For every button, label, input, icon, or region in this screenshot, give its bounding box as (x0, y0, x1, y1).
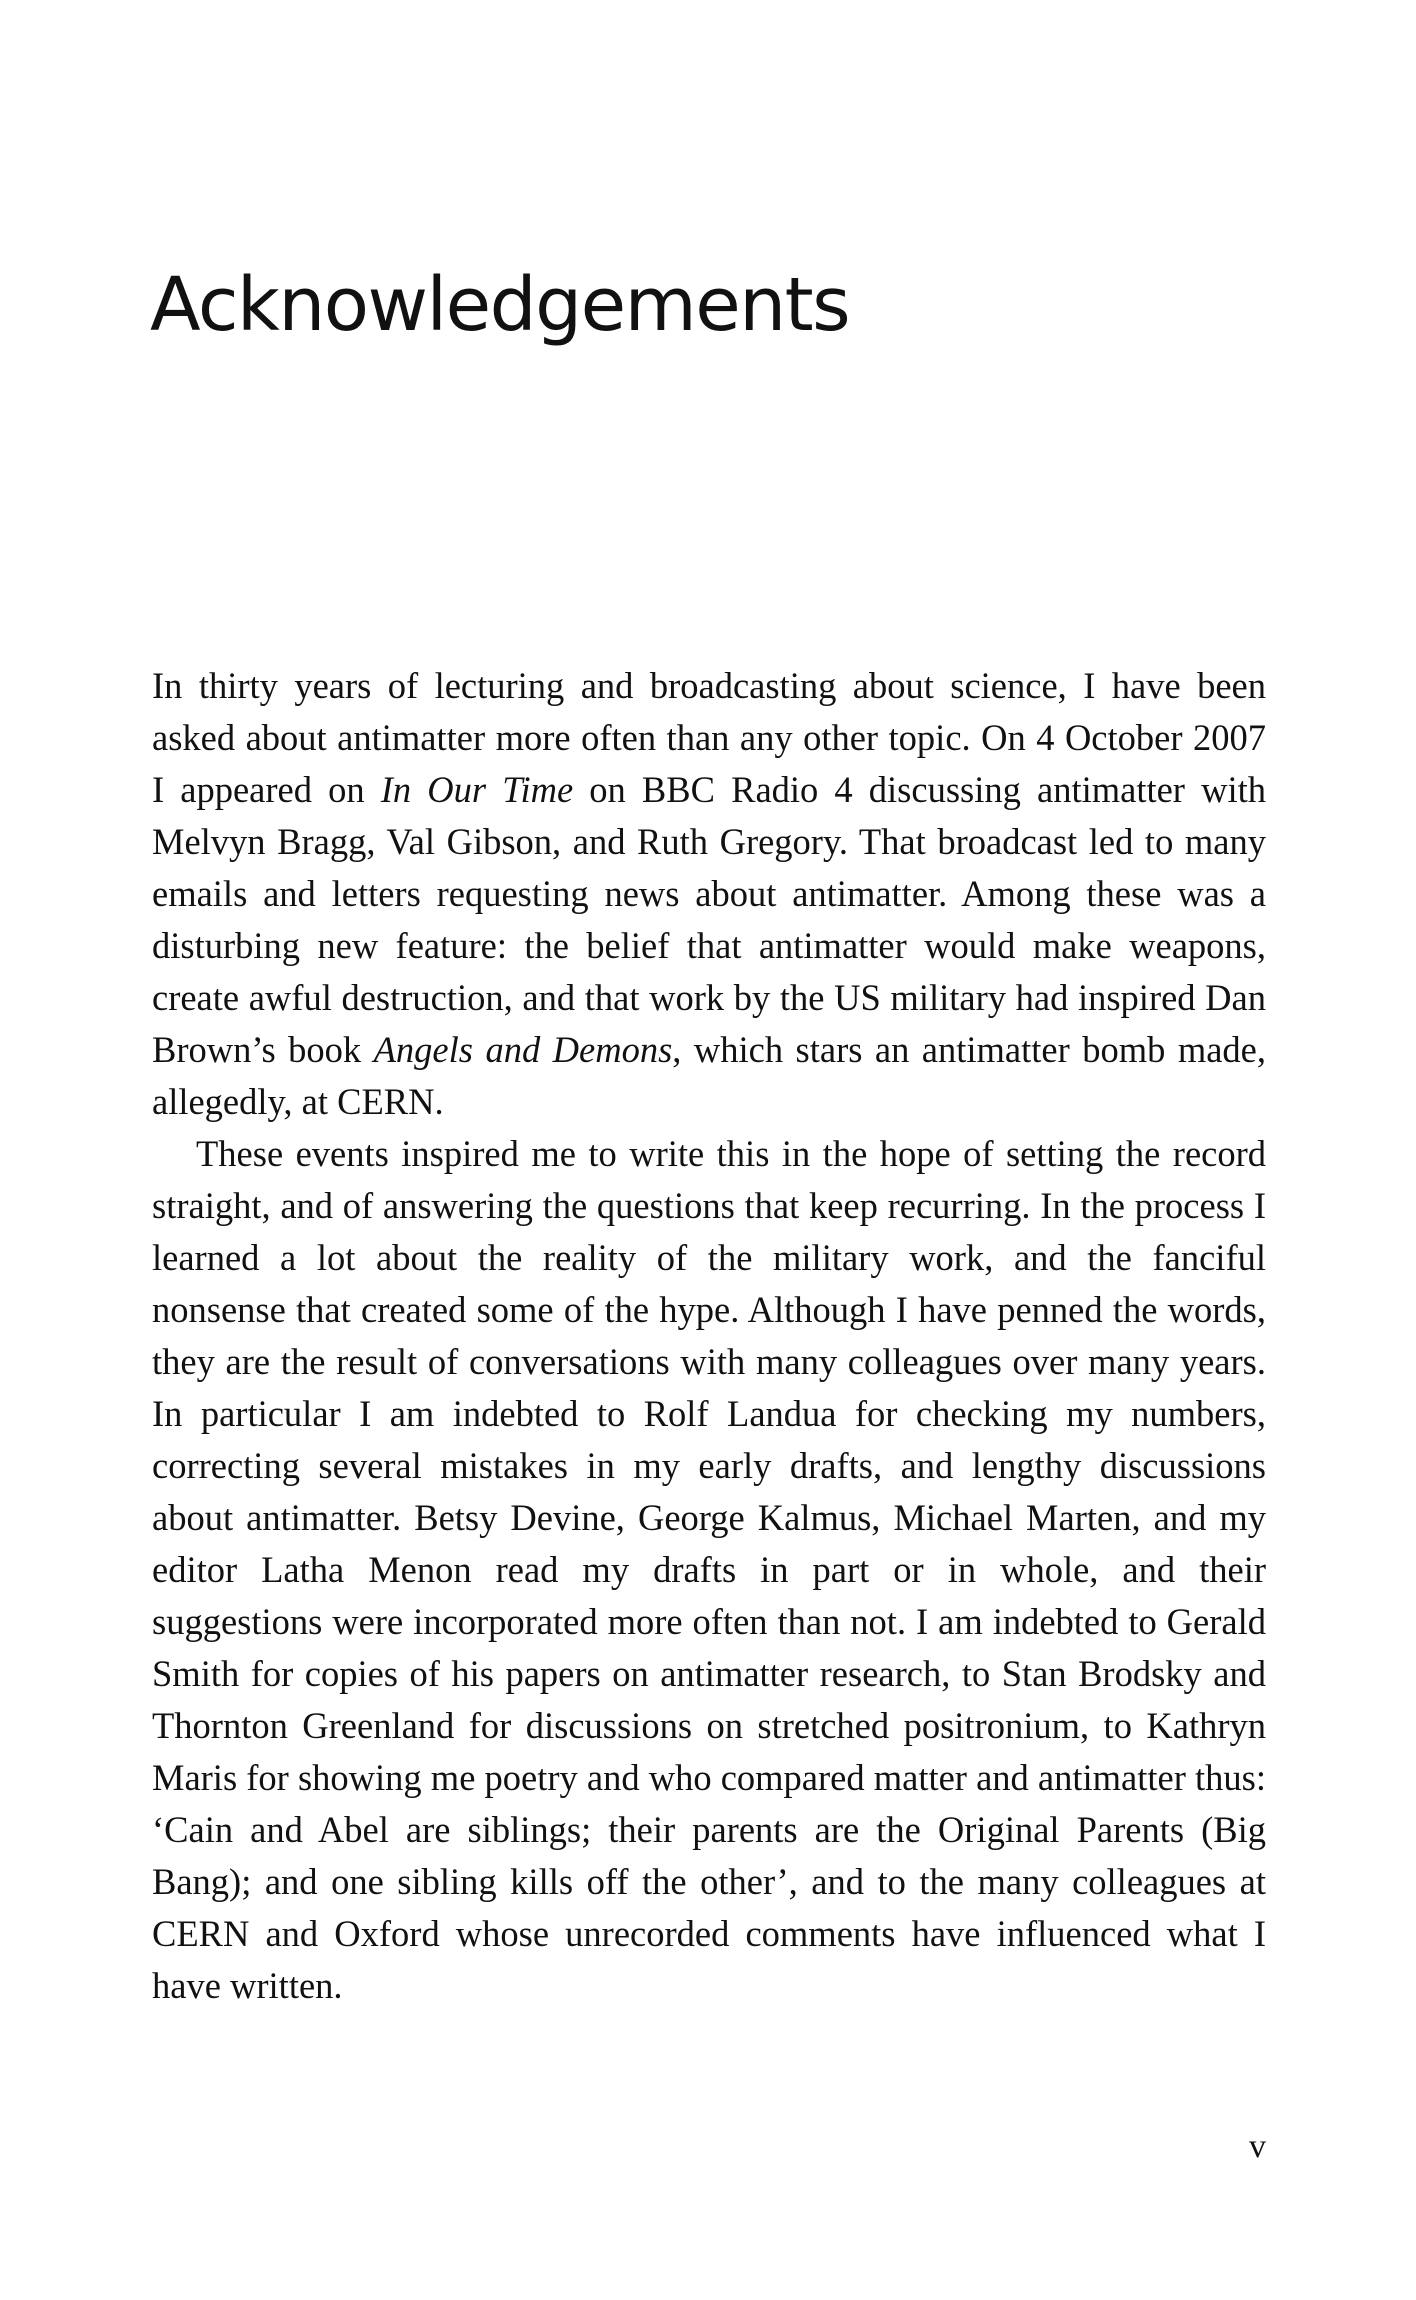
text-run: These events inspired me to write this in the hope of setting the record straight, and of answering the questions that keep recurring. In the process I learned a lot about the reality of the military work, and the fanciful nonsense that created some of the hype. Although I have penned the words, they are the result of conversations with many colleagues over many years. In particular I am indebted to Rolf Landua for checking my numbers, correcting several mistakes in my early drafts, and lengthy discussions about antimatter. Betsy Devine, George Kalmus, Michael Marten, and my editor Latha Menon read my drafts in part or in whole, and their suggestions were incorporated more often than not. I am indebted to Gerald Smith for copies of his papers on antimatter research, to Stan Brodsky and Thornton Greenland for discussions on stretched positronium, to Kathryn Maris for showing me poetry and who compared matter and antimatter thus: ‘Cain and Abel are siblings; their parents are the Original Parents (Big Bang); and one sibling kills off the other’, and to the many colleagues at CERN and Oxford whose unrecorded comments have influenced what I have written. (152, 1133, 1266, 2006)
italic-title-angels-and-demons: Angels and Demons (373, 1029, 673, 1070)
paragraph-1 (152, 660, 1266, 1128)
paragraph-2 (152, 1128, 1266, 2012)
chapter-title: Acknowledgements (150, 262, 850, 348)
text-run: In thirty years of lecturing and broadcasting about science, I have been asked about antimatter more often than any other topic. On 4 October 2007 I appeared on (152, 665, 1266, 810)
text-run: , which stars an antimatter bomb made, allegedly, at CERN. (152, 1029, 1266, 1122)
text-run: on BBC Radio 4 discussing antimatter with Melvyn Bragg, Val Gibson, and Ruth Gregory. That broadcast led to many emails and letters requesting news about antimatter. Among these was a disturbing new feature: the belief that antimatter would make weapons, create awful destruction, and that work by the US military had inspired Dan Brown’s book (152, 769, 1266, 1070)
italic-title-in-our-time: In Our Time (380, 769, 574, 810)
page-number: v (1249, 2128, 1266, 2165)
body-text (152, 660, 1266, 2012)
